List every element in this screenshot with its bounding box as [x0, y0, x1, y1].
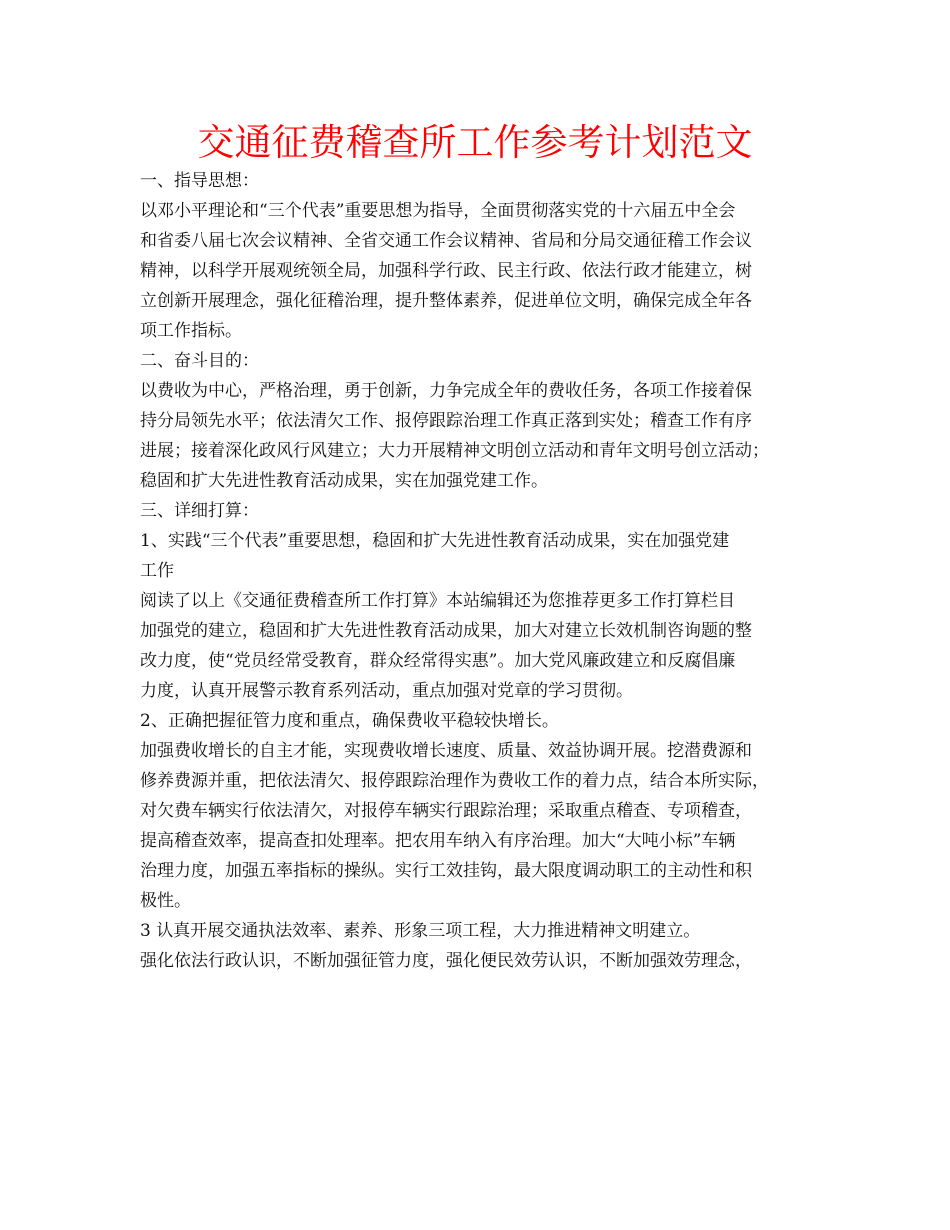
text-line: 和省委八届七次会议精神、全省交通工作会议精神、省局和分局交通征稽工作会议: [140, 231, 752, 251]
text-line: 以费收为中心，严格治理，勇于创新，力争完成全年的费收任务，各项工作接着保: [140, 381, 752, 401]
text-line: 一、指导思想：: [140, 171, 259, 191]
text-line: 阅读了以上《交通征费稽查所工作打算》本站编辑还为您推荐更多工作打算栏目: [140, 591, 735, 611]
text-line: 稳固和扩大先进性教育活动成果，实在加强党建工作。: [140, 471, 548, 491]
text-line: 修养费源并重，把依法清欠、报停跟踪治理作为费收工作的着力点，结合本所实际，: [140, 771, 769, 791]
text-line: 2、正确把握征管力度和重点，确保费收平稳较快增长。: [140, 711, 559, 731]
text-line: 加强费收增长的自主才能，实现费收增长速度、质量、效益协调开展。挖潜费源和: [140, 741, 752, 761]
text-line: 加强党的建立，稳固和扩大先进性教育活动成果，加大对建立长效机制咨询题的整: [140, 621, 752, 641]
text-line: 立创新开展理念，强化征稽治理，提升整体素养，促进单位文明，确保完成全年各: [140, 291, 752, 311]
text-line: 治理力度，加强五率指标的操纵。实行工效挂钩，最大限度调动职工的主动性和积: [140, 861, 752, 881]
document-body: [140, 166, 816, 976]
text-line: 二、奋斗目的：: [140, 351, 259, 371]
text-line: 进展；接着深化政风行风建立；大力开展精神文明创立活动和青年文明号创立活动；: [140, 441, 769, 461]
document-title: 交通征费稽查所工作参考计划范文: [197, 121, 753, 164]
text-line: 持分局领先水平；依法清欠工作、报停跟踪治理工作真正落到实处；稽查工作有序: [140, 411, 752, 431]
text-line: 强化依法行政认识，不断加强征管力度，强化便民效劳认识，不断加强效劳理念，: [140, 951, 752, 971]
text-line: 项工作指标。: [140, 321, 242, 341]
text-line: 3 认真开展交通执法效率、素养、形象三项工程，大力推进精神文明建立。: [140, 921, 701, 941]
text-line: 对欠费车辆实行依法清欠，对报停车辆实行跟踪治理；采取重点稽查、专项稽查，: [140, 801, 752, 821]
text-line: 精神，以科学开展观统领全局，加强科学行政、民主行政、依法行政才能建立，树: [140, 261, 752, 281]
text-line: 极性。: [140, 891, 191, 911]
text-line: 力度，认真开展警示教育系列活动，重点加强对党章的学习贯彻。: [140, 681, 633, 701]
text-line: 提高稽查效率，提高查扣处理率。把农用车纳入有序治理。加大“大吨小标”车辆: [140, 831, 736, 851]
text-line: 工作: [140, 561, 174, 581]
text-line: 以邓小平理论和“三个代表”重要思想为指导，全面贯彻落实党的十六届五中全会: [140, 201, 736, 221]
text-line: 三、详细打算：: [140, 501, 259, 521]
text-line: 改力度，使“党员经常受教育，群众经常得实惠”。加大党风廉政建立和反腐倡廉: [140, 651, 736, 671]
text-line: 1、实践“三个代表”重要思想，稳固和扩大先进性教育活动成果，实在加强党建: [140, 531, 730, 551]
